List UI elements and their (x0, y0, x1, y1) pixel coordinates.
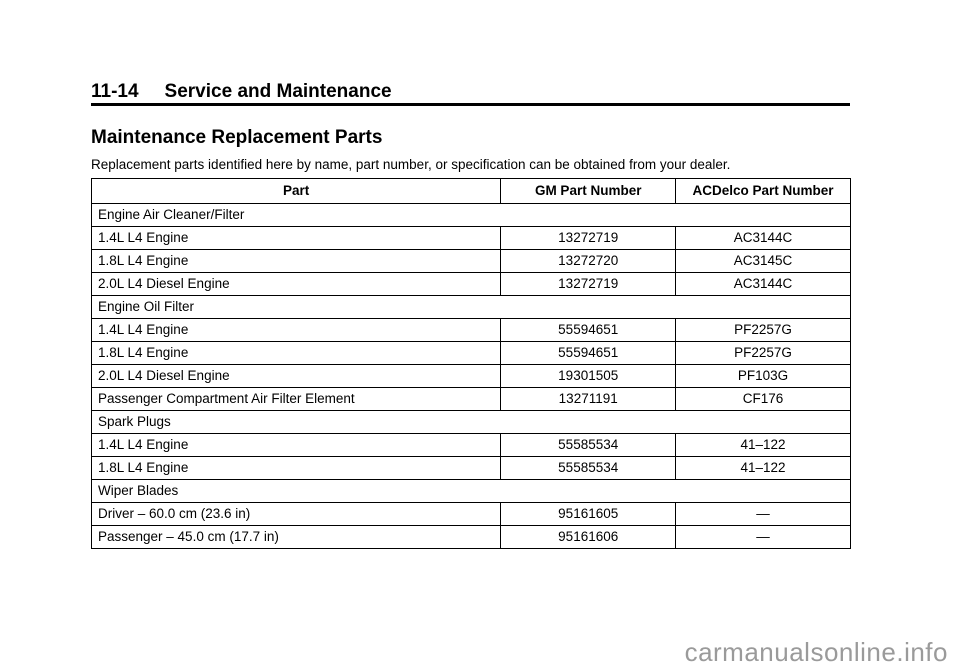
acdelco-part-number-cell: CF176 (676, 388, 851, 411)
part-name-cell: 1.4L L4 Engine (92, 319, 501, 342)
table-row (92, 434, 851, 457)
gm-part-number-cell: 95161605 (501, 503, 676, 526)
acdelco-part-number-cell: PF103G (676, 365, 851, 388)
gm-part-number-cell: 13272719 (501, 273, 676, 296)
acdelco-part-number-cell: 41–122 (676, 434, 851, 457)
gm-part-number-cell: 55594651 (501, 319, 676, 342)
table-row (92, 526, 851, 549)
part-name-cell: Driver – 60.0 cm (23.6 in) (92, 503, 501, 526)
table-row (92, 503, 851, 526)
table-row (92, 250, 851, 273)
header-rule (91, 103, 850, 106)
part-name-cell: 1.8L L4 Engine (92, 250, 501, 273)
gm-part-number-cell: 55585534 (501, 457, 676, 480)
part-group-name: Wiper Blades (92, 480, 851, 503)
acdelco-part-number-cell: PF2257G (676, 319, 851, 342)
parts-table (91, 178, 851, 549)
gm-part-number-cell: 55594651 (501, 342, 676, 365)
section-title: Maintenance Replacement Parts (91, 127, 383, 148)
part-group-name: Spark Plugs (92, 411, 851, 434)
table-row (92, 388, 851, 411)
column-header-acdelco-part-number: ACDelco Part Number (676, 179, 851, 204)
column-header-part: Part (92, 179, 501, 204)
acdelco-part-number-cell: 41–122 (676, 457, 851, 480)
table-row (92, 457, 851, 480)
part-name-cell: Passenger – 45.0 cm (17.7 in) (92, 526, 501, 549)
gm-part-number-cell: 95161606 (501, 526, 676, 549)
part-group-name: Engine Oil Filter (92, 296, 851, 319)
table-row (92, 365, 851, 388)
table-row (92, 319, 851, 342)
table-group-row (92, 296, 851, 319)
chapter-title: Service and Maintenance (164, 81, 392, 102)
table-header-row (92, 179, 851, 204)
part-name-cell: Passenger Compartment Air Filter Element (92, 388, 501, 411)
part-name-cell: 1.4L L4 Engine (92, 227, 501, 250)
table-group-row (92, 480, 851, 503)
column-header-gm-part-number: GM Part Number (501, 179, 676, 204)
part-group-name: Engine Air Cleaner/Filter (92, 204, 851, 227)
part-name-cell: 1.8L L4 Engine (92, 457, 501, 480)
gm-part-number-cell: 19301505 (501, 365, 676, 388)
acdelco-part-number-cell: AC3145C (676, 250, 851, 273)
parts-table-body (92, 204, 851, 549)
table-group-row (92, 411, 851, 434)
acdelco-part-number-cell: AC3144C (676, 273, 851, 296)
gm-part-number-cell: 55585534 (501, 434, 676, 457)
page-number: 11-14 (91, 81, 139, 102)
gm-part-number-cell: 13272719 (501, 227, 676, 250)
gm-part-number-cell: 13271191 (501, 388, 676, 411)
table-row (92, 227, 851, 250)
acdelco-part-number-cell: — (676, 503, 851, 526)
gm-part-number-cell: 13272720 (501, 250, 676, 273)
part-name-cell: 1.4L L4 Engine (92, 434, 501, 457)
part-name-cell: 1.8L L4 Engine (92, 342, 501, 365)
table-group-row (92, 204, 851, 227)
watermark: carmanualsonline.info (684, 637, 948, 667)
table-row (92, 273, 851, 296)
acdelco-part-number-cell: AC3144C (676, 227, 851, 250)
table-row (92, 342, 851, 365)
part-name-cell: 2.0L L4 Diesel Engine (92, 273, 501, 296)
page-header (91, 80, 850, 104)
acdelco-part-number-cell: PF2257G (676, 342, 851, 365)
intro-paragraph: Replacement parts identified here by name, part number, or specification can be obtained from your dealer. (91, 157, 731, 172)
part-name-cell: 2.0L L4 Diesel Engine (92, 365, 501, 388)
acdelco-part-number-cell: — (676, 526, 851, 549)
